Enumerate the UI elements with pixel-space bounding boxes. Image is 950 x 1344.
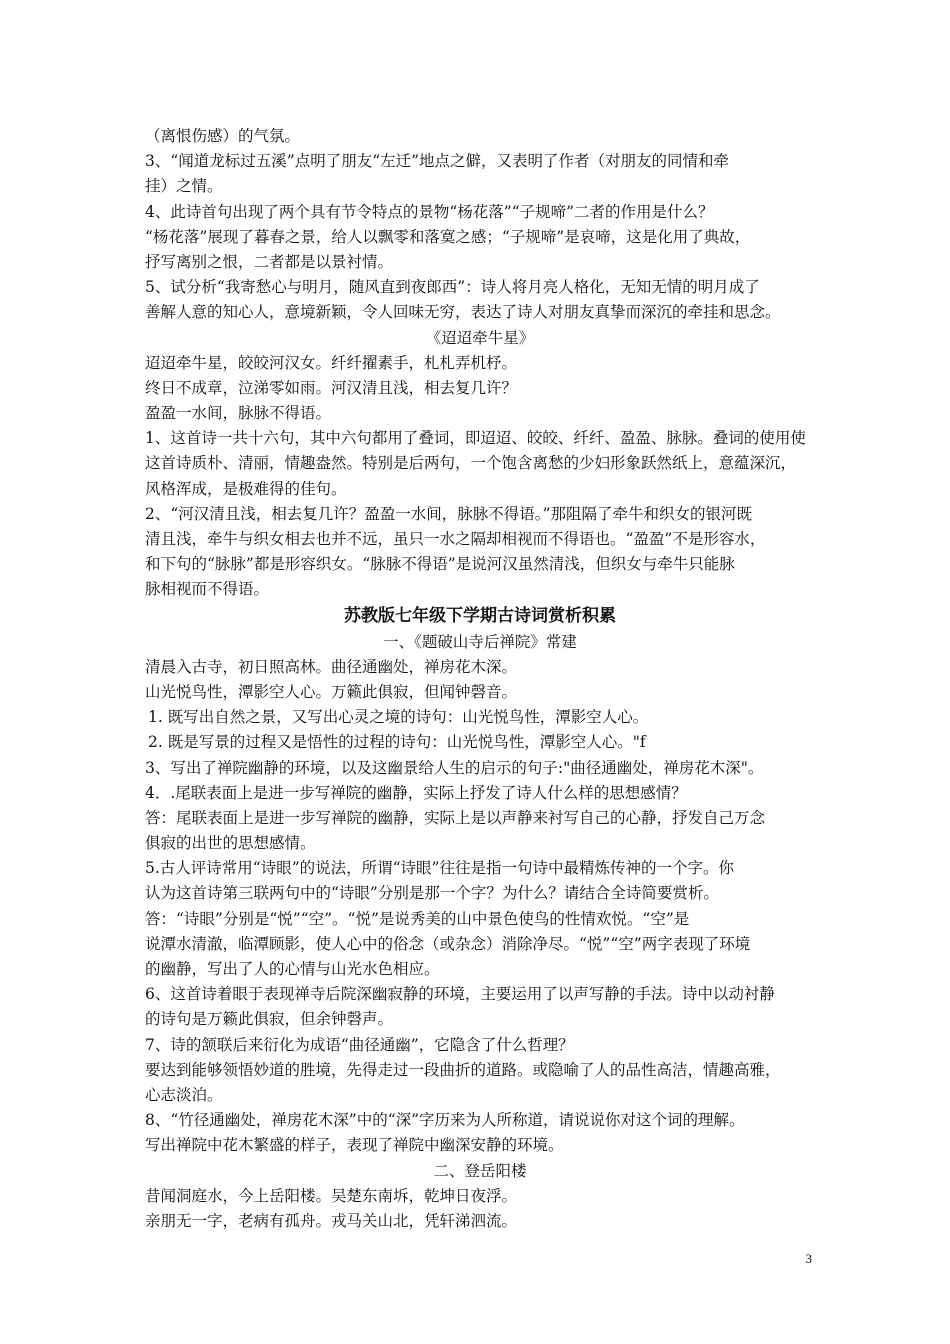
text-line: 7、诗的颔联后来衍化为成语“曲径通幽”，它隐含了什么哲理？ [145,1035,574,1054]
poem-title: 《迢迢牵牛星》 [425,328,535,347]
text-line: 的幽静，写出了人的心情与山光水色相应。 [145,960,440,978]
poem-title: 二、登岳阳楼 [433,1161,527,1180]
text-line: 答：“诗眼”分别是“悦”“空”。“悦”是说秀美的山中景色使鸟的性情欢悦。“空”是 [145,909,690,928]
text-line: 的诗句是万籁此俱寂，但余钟磬声。 [145,1010,394,1029]
poem-line: 山光悦鸟性，潭影空人心。万籁此俱寂，但闻钟磬音。 [145,682,518,701]
poem-title: 一、《题破山寺后禅院》常建 [383,632,577,651]
poem-line: 终日不成章，泣涕零如雨。河汉清且浅，相去复几许？ [145,378,518,397]
text-line: 2. 既是写景的过程又是悟性的过程的诗句：山光悦鸟性，潭影空人心。"f [148,733,646,752]
poem-line: 盈盈一水间，脉脉不得语。 [145,404,332,423]
text-line: 和下句的“脉脉”都是形容织女。“脉脉不得语”是说河汉虽然清浅，但织女与牵牛只能脉 [145,555,735,574]
section-heading: 苏教版七年级下学期古诗词赏析积累 [344,605,616,626]
text-line: 风格浑成，是极难得的佳句。 [145,479,347,498]
text-line: 认为这首诗第三联两句中的“诗眼”分别是那一个字？为什么？请结合全诗简要赏析。 [145,884,719,903]
text-line: 6、这首诗着眼于表现禅寺后院深幽寂静的环境，主要运用了以声写静的手法。诗中以动衬静 [145,985,775,1004]
text-line: “杨花落”展现了暮春之景，给人以飘零和落寞之感；“子规啼”是哀啼，这是化用了典故， [145,227,751,246]
text-line: 3、“闻道龙标过五溪”点明了朋友“左迁”地点之僻，又表明了作者（对朋友的同情和牵 [145,152,730,171]
text-line: 善解人意的知心人，意境新颖，令人回味无穷，表达了诗人对朋友真挚而深沉的牵挂和思念。 [145,303,781,322]
text-line: 2、“河汉清且浅，相去复几许？盈盈一水间，脉脉不得语。”那阻隔了牵牛和织女的银河既 [145,504,752,523]
text-line: 写出禅院中花木繁盛的样子，表现了禅院中幽深安静的环境。 [145,1136,564,1155]
text-line: 5、试分析“我寄愁心与明月，随风直到夜郎西”：诗人将月亮人格化，无知无情的明月成了 [145,278,760,297]
poem-line: 清晨入古寺，初日照高林。曲径通幽处，禅房花木深。 [145,657,518,676]
text-line: 5.古人评诗常用“诗眼”的说法，所谓“诗眼”往往是指一句诗中最精炼传神的一个字。你 [145,859,734,878]
text-line: 脉相视而不得语。 [145,580,270,599]
poem-line: 昔闻洞庭水，今上岳阳楼。吴楚东南坼，乾坤日夜浮。 [145,1186,518,1205]
text-line: 这首诗质朴、清丽，情趣盎然。特别是后两句，一个饱含离愁的少妇形象跃然纸上，意蕴深沉， [145,454,797,473]
text-line: （离恨伤感）的气氛。 [145,127,301,145]
text-line: 说潭水清澈，临潭顾影，使人心中的俗念（或杂念）消除净尽。“悦”“空”两字表现了环境 [145,934,751,953]
page-number: 3 [805,1251,812,1266]
text-line: 清且浅，牵牛与织女相去也并不远，虽只一水之隔却相视而不得语也。“盈盈”不是形容水， [145,530,766,548]
text-line: 心志淡泊。 [145,1085,223,1104]
text-line: 要达到能够领悟妙道的胜境，先得走过一段曲折的道路。或隐喻了人的品性高洁，情趣高雅， [145,1060,781,1079]
text-line: 3、写出了禅院幽静的环境，以及这幽景给人生的启示的句子:"曲径通幽处，禅房花木深"。 [145,758,764,777]
poem-line: 亲朋无一字，老病有孤舟。戎马关山北，凭轩涕泗流。 [145,1211,518,1230]
text-line: 8、“竹径通幽处，禅房花木深”中的“深”字历来为人所称道，请说说你对这个词的理解。 [145,1111,745,1130]
text-line: 俱寂的出世的思想感情。 [145,834,316,853]
text-line: 4．.尾联表面上是进一步写禅院的幽静，实际上抒发了诗人什么样的思想感情？ [145,783,687,802]
text-line: 挂）之情。 [145,177,223,196]
text-line: 1. 既写出自然之景，又写出心灵之境的诗句：山光悦鸟性，潭影空人心。 [148,708,649,727]
document-body [145,124,815,1234]
text-line: 答：尾联表面上是进一步写禅院的幽静，实际上是以声静来衬写自己的心静，抒发自己万念 [145,808,766,827]
text-line: 抒写离别之恨，二者都是以景衬情。 [145,252,394,271]
text-line: 1、这首诗一共十六句，其中六句都用了叠词，即迢迢、皎皎、纤纤、盈盈、脉脉。叠词的使用使 [145,429,806,448]
poem-line: 迢迢牵牛星，皎皎河汉女。纤纤擢素手，札札弄机杼。 [145,353,518,372]
text-line: 4、此诗首句出现了两个具有节令特点的景物“杨花落”“子规啼”二者的作用是什么？ [145,202,714,221]
